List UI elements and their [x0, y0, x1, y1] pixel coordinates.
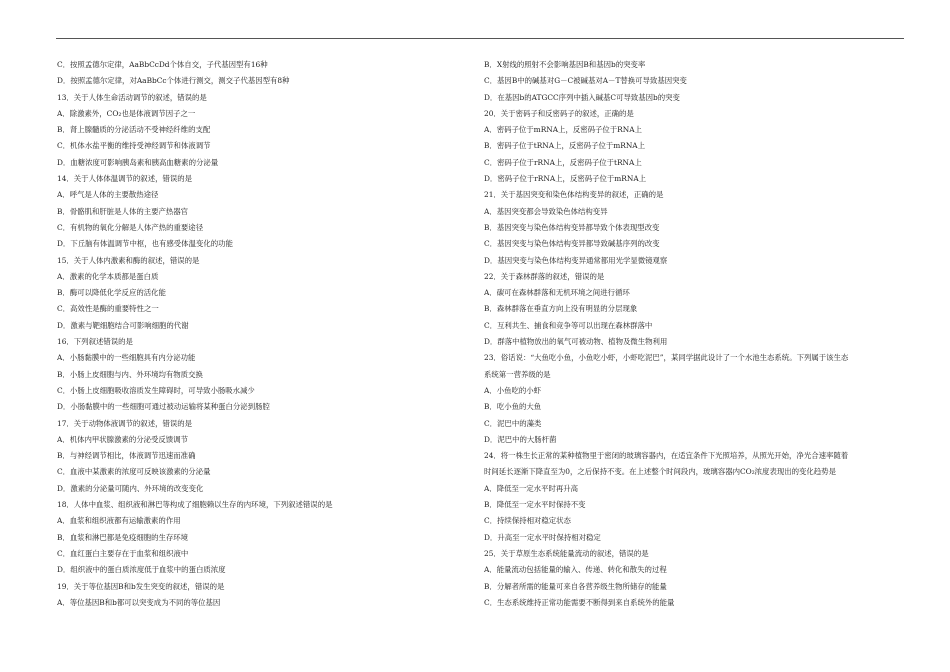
text-line: 22．关于森林群落的叙述，错误的是: [484, 271, 605, 281]
text-line: D．按照孟德尔定律，对AaBbCc个体进行测交，测交子代基因型有8种: [57, 76, 290, 86]
text-line: D．泥巴中的大肠杆菌: [484, 434, 557, 444]
text-line: A．激素的化学本质都是蛋白质: [57, 271, 159, 281]
text-line: A．除激素外，CO₂也是体液调节因子之一: [57, 108, 196, 118]
text-line: C．机体水盐平衡的维持受神经调节和体液调节: [57, 141, 211, 151]
text-line: C．基因突变与染色体结构变异都导致碱基序列的改变: [484, 239, 660, 249]
text-line: D．群落中植物放出的氧气可被动物、植物及微生物利用: [484, 337, 668, 347]
text-line: C．生态系统维持正常功能需要不断得到来自系统外的能量: [484, 597, 675, 607]
text-line: D．密码子位于rRNA上，反密码子位于mRNA上: [484, 174, 647, 184]
text-line: 15．关于人体内激素和酶的叙述，错误的是: [57, 255, 200, 265]
text-line: B．X射线的照射不会影响基因B和基因b的突变率: [484, 60, 646, 69]
text-line: B．分解者所需的能量可来自各营养级生物所储存的能量: [484, 581, 667, 591]
text-line: C．持续保持相对稳定状态: [484, 516, 571, 526]
text-line: B．降低至一定水平时保持不变: [484, 500, 586, 510]
left-column: [57, 57, 457, 611]
text-line: 时间延长逐渐下降直至为0，之后保持不变。在上述整个时间段内，玻璃容器内CO₂浓度表现出的变化趋势是: [484, 467, 836, 477]
text-line: 24．将一株生长正常的某种植物里于密闭的玻璃容器内，在适宜条件下光照培养，从照光开始，净光合速率随着: [484, 451, 849, 461]
text-line: 23．俗话说：“大鱼吃小鱼，小鱼吃小虾，小虾吃泥巴”，某同学据此设计了一个水池生态系统。下列属于该生态: [484, 353, 849, 363]
text-line: C．血红蛋白主要存在于血浆和组织液中: [57, 548, 189, 558]
text-line: B．森林群落在垂直方向上没有明显的分层现象: [484, 304, 638, 314]
text-line: A．碳可在森林群落和无机环境之间进行循环: [484, 288, 630, 298]
text-line: D．血糖浓度可影响胰岛素和胰高血糖素的分泌量: [57, 157, 219, 167]
text-line: C．按照孟德尔定律，AaBbCcDd个体自交，子代基因型有16种: [57, 60, 268, 69]
text-line: 21．关于基因突变和染色体结构变异的叙述，正确的是: [484, 190, 664, 200]
text-line: A．基因突变都会导致染色体结构变异: [484, 206, 608, 216]
text-line: B．酶可以降低化学反应的活化能: [57, 288, 166, 298]
text-line: B．与神经调节相比，体液调节迅速而准确: [57, 451, 196, 461]
text-line: C．小肠上皮细胞吸收溶质发生障碍时，可导致小肠吸水减少: [57, 385, 255, 395]
text-line: B．密码子位于tRNA上，反密码子位于mRNA上: [484, 141, 646, 151]
text-line: A．降低至一定水平时再升高: [484, 483, 579, 493]
text-line: D．升高至一定水平时保持相对稳定: [484, 532, 601, 542]
text-line: A．小肠黏膜中的一些细胞具有内分泌功能: [57, 353, 196, 363]
text-line: B．肾上腺髓质的分泌活动不受神经纤维的支配: [57, 125, 211, 135]
text-line: 系统第一营养级的是: [484, 369, 551, 379]
text-line: 14．关于人体体温调节的叙述，错误的是: [57, 174, 193, 184]
text-line: D．在基因b的ATGCC序列中插入碱基C可导致基因b的突变: [484, 92, 680, 102]
header-rule: [56, 38, 904, 39]
text-line: C．泥巴中的藻类: [484, 418, 542, 428]
text-line: A．机体内甲状腺激素的分泌受反馈调节: [57, 434, 188, 444]
text-line: B．基因突变与染色体结构变异都导致个体表现型改变: [484, 222, 660, 232]
text-line: D．小肠黏膜中的一些细胞可通过被动运输将某种蛋白分泌到肠腔: [57, 402, 270, 412]
text-line: C．有机物的氧化分解是人体产热的重要途径: [57, 222, 204, 232]
text-line: A．等位基因B和b都可以突变成为不同的等位基因: [57, 597, 221, 607]
text-line: B．吃小鱼的大鱼: [484, 402, 542, 412]
text-line: D．激素与靶细胞结合可影响细胞的代谢: [57, 320, 189, 330]
text-line: D．基因突变与染色体结构变异通常都用光学显微镜观察: [484, 255, 668, 265]
text-line: 20．关于密码子和反密码子的叙述，正确的是: [484, 108, 634, 118]
text-line: D．激素的分泌量可随内、外环境的改变变化: [57, 483, 204, 493]
text-line: D．下丘脑有体温调节中枢，也有感受体温变化的功能: [57, 239, 233, 249]
text-line: B．血浆和淋巴都是免疫细胞的生存环境: [57, 532, 189, 542]
text-line: D．组织液中的蛋白质浓度低于血浆中的蛋白质浓度: [57, 565, 226, 575]
text-line: C．血液中某激素的浓度可反映该激素的分泌量: [57, 467, 211, 477]
text-line: A．密码子位于mRNA上，反密码子位于RNA上: [484, 125, 642, 135]
text-line: B．骨骼肌和肝脏是人体的主要产热器官: [57, 206, 189, 216]
text-line: A．血浆和组织液都有运输激素的作用: [57, 516, 181, 526]
text-line: B．小肠上皮细胞与内、外环境均有物质交换: [57, 369, 203, 379]
text-line: 13．关于人体生命活动调节的叙述，错误的是: [57, 92, 207, 102]
text-line: C．密码子位于rRNA上，反密码子位于tRNA上: [484, 157, 642, 167]
text-line: 16．下列叙述错误的是: [57, 337, 133, 347]
text-line: 17．关于动物体液调节的叙述，错误的是: [57, 418, 193, 428]
text-line: A．能量流动包括能量的输入、传递、转化和散失的过程: [484, 565, 667, 575]
text-line: C．高效性是酶的重要特性之一: [57, 304, 159, 314]
text-line: 18．人体中血浆、组织液和淋巴等构成了细胞赖以生存的内环境，下列叙述错误的是: [57, 500, 333, 510]
text-line: 25．关于草原生态系统能量流动的叙述，错误的是: [484, 548, 649, 558]
text-line: A．呼气是人体的主要散热途径: [57, 190, 159, 200]
text-line: C．互利共生、捕食和竞争等可以出现在森林群落中: [484, 320, 653, 330]
text-line: A．小鱼吃的小虾: [484, 385, 542, 395]
text-line: 19．关于等位基因B和b发生突变的叙述，错误的是: [57, 581, 225, 591]
text-line: C．基因B中的碱基对G－C被碱基对A－T替换可导致基因突变: [484, 76, 687, 86]
right-column: [484, 57, 904, 611]
